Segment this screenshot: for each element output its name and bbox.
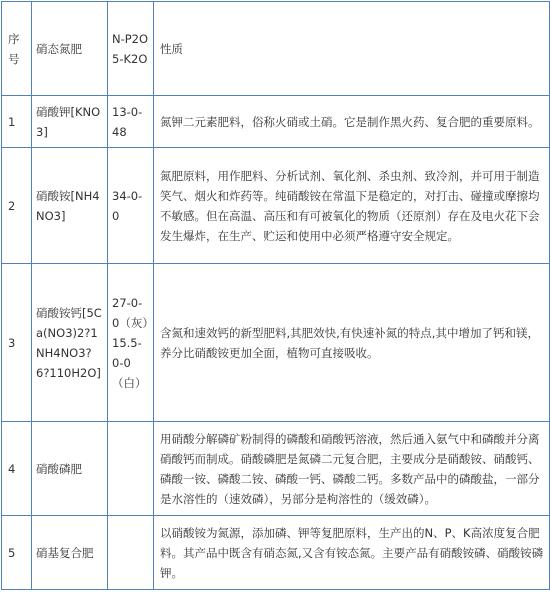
header-npk: N-P2O5-K2O [108,2,154,96]
table-row [2,516,550,590]
row-desc: 以硝酸铵为氮源，添加磷、钾等复肥原料，生产出的N、P、K高浓度复合肥料。其产品中既含有硝态氮,又含有铵态氮。主要产品有硝酸铵磷、硝酸铵磷钾。 [154,516,550,590]
row-npk: 27-0-0（灰）15.5-0-0（白） [108,264,154,422]
row-no: 1 [2,96,32,148]
row-desc: 氮钾二元素肥料，俗称火硝或土硝。它是制作黑火药、复合肥的重要原料。 [154,96,550,148]
header-desc: 性质 [154,2,550,96]
row-no: 3 [2,264,32,422]
row-npk [108,516,154,590]
row-no: 5 [2,516,32,590]
row-no: 2 [2,148,32,264]
table-row [2,96,550,148]
row-npk: 34-0-0 [108,148,154,264]
table-row [2,264,550,422]
row-desc: 用硝酸分解磷矿粉制得的磷酸和硝酸钙溶液，然后通入氨气中和磷酸并分离硝酸钙而制成。硝酸磷肥是氮磷二元复合肥，主要成分是硝酸铵、硝酸钙、磷酸一铵、磷酸二铵、磷酸一钙、磷酸二钙。多数产品中的磷酸盐，一部分是水溶性的（速效磷），另部分是枸溶性的（缓效磷）。 [154,422,550,516]
row-name: 硝酸铵[NH4NO3] [32,148,108,264]
row-no: 4 [2,422,32,516]
row-name: 硝酸钾[KNO3] [32,96,108,148]
row-desc: 含氮和速效钙的新型肥料,其肥效快,有快速补氮的特点,其中增加了钙和镁，养分比硝酸铵更加全面，植物可直接吸收。 [154,264,550,422]
row-name: 硝基复合肥 [32,516,108,590]
row-name: 硝酸磷肥 [32,422,108,516]
header-no: 序号 [2,2,32,96]
table-row [2,148,550,264]
row-name: 硝酸铵钙[5Ca(NO3)2?1NH4NO3?6?110H2O] [32,264,108,422]
table-header-row [2,2,550,96]
row-desc: 氮肥原料，用作肥料、分析试剂、氧化剂、杀虫剂、致冷剂，并可用于制造笑气、烟火和炸药等。纯硝酸铵在常温下是稳定的，对打击、碰撞或摩擦均不敏感。但在高温、高压和有可被氧化的物质（还原剂）存在及电火花下会发生爆炸，在生产、贮运和使用中必须严格遵守安全规定。 [154,148,550,264]
table-row [2,422,550,516]
fertilizer-table [1,1,550,590]
row-npk [108,422,154,516]
header-name: 硝态氮肥 [32,2,108,96]
row-npk: 13-0-48 [108,96,154,148]
